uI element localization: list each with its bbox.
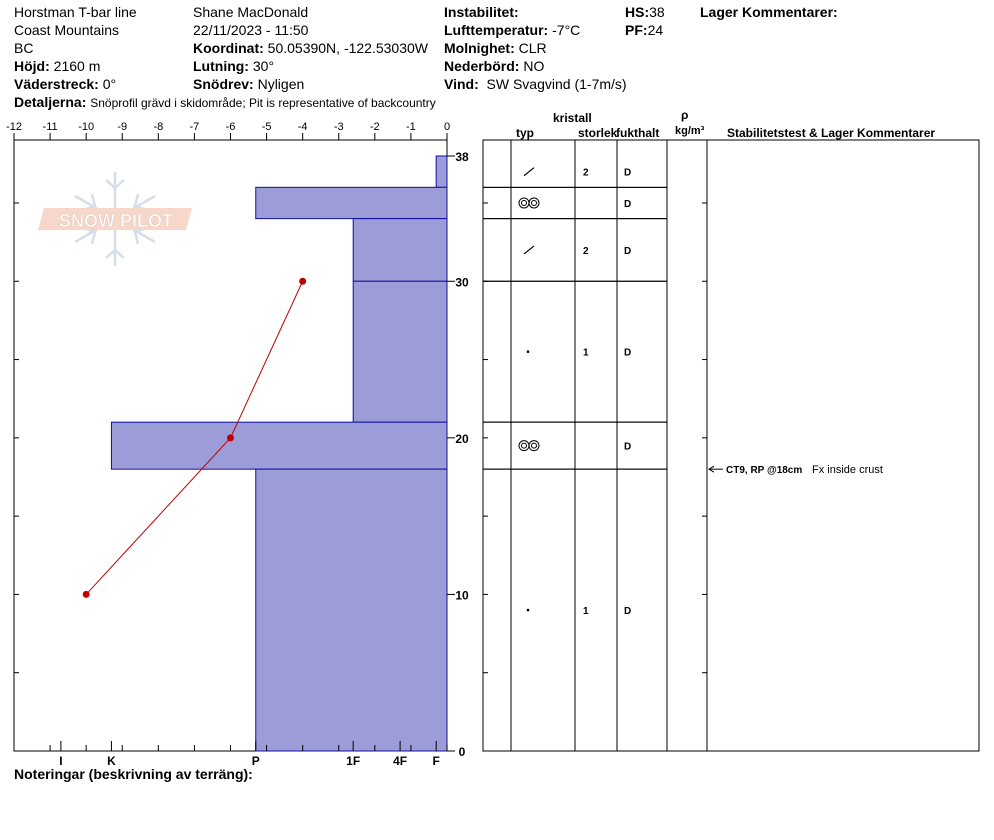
- precipitation: Nederbörd: NO: [444, 58, 545, 74]
- terrain-notes-label: Noteringar (beskrivning av terräng):: [14, 766, 253, 782]
- temperature-point: [83, 591, 90, 598]
- crystal-ring-icon: [532, 443, 537, 448]
- height-tick-label: 38: [455, 150, 469, 164]
- air-temperature: Lufttemperatur: -7°C: [444, 22, 581, 38]
- svg-text:SNOW PILOT: SNOW PILOT: [59, 211, 173, 231]
- coordinates: Koordinat: 50.05390N, -122.53030W: [193, 40, 428, 56]
- hardness-bar: [353, 219, 447, 282]
- moisture: D: [624, 245, 632, 257]
- col-rho: ρ: [681, 108, 689, 122]
- moisture: D: [624, 167, 632, 179]
- temp-tick-label: -2: [369, 121, 380, 133]
- temp-tick-label: -6: [225, 121, 236, 133]
- hardness-label: I: [59, 754, 63, 768]
- elevation: Höjd: 2160 m: [14, 58, 101, 74]
- temp-tick-label: -1: [406, 121, 416, 133]
- hardness-bar: [256, 469, 447, 751]
- col-stability: Stabilitetstest & Lager Kommentarer: [727, 126, 936, 140]
- crystal-dot-icon: [527, 350, 530, 353]
- crystal-ring-icon: [522, 200, 527, 205]
- col-crystal: kristall: [553, 111, 592, 125]
- temp-tick-label: -10: [78, 121, 95, 133]
- details: Detaljerna: Snöprofil grävd i skidområde; Pit is representative of backcountry: [14, 94, 436, 110]
- hardness-bar: [256, 187, 447, 218]
- crystal-dot-icon: [527, 609, 530, 612]
- crystal-ring-icon: [529, 441, 539, 451]
- col-density-unit: kg/m³: [675, 125, 705, 137]
- datetime: 22/11/2023 - 11:50: [193, 22, 309, 38]
- crystal-ring-icon: [519, 198, 529, 208]
- instability: Instabilitet:: [444, 4, 519, 20]
- temp-tick-label: -7: [189, 121, 200, 133]
- hardness-bar: [111, 422, 447, 469]
- aspect: Väderstreck: 0°: [14, 76, 117, 92]
- stability-comment: Fx inside crust: [812, 464, 883, 477]
- layer-comments-heading: Lager Kommentarer:: [700, 4, 838, 20]
- hardness-label: 4F: [393, 754, 408, 768]
- height-tick-label: 10: [455, 588, 469, 603]
- crystal-ring-icon: [532, 200, 537, 205]
- hardness-label: P: [251, 754, 260, 768]
- temp-tick-label: -4: [297, 121, 308, 133]
- total-snow-height: HS:38: [625, 4, 665, 20]
- temp-tick-label: -11: [42, 121, 58, 133]
- temp-tick-label: -9: [117, 121, 128, 133]
- col-size: storlek: [578, 126, 618, 140]
- height-tick-label: 20: [455, 431, 469, 446]
- crystal-size: 2: [583, 167, 589, 179]
- temp-tick-label: -3: [333, 121, 344, 133]
- foot-penetration: PF:24: [625, 22, 664, 38]
- layer-table-frame: [483, 140, 979, 751]
- temp-tick-label: 0: [443, 121, 451, 133]
- crystal-slash-icon: [524, 246, 534, 254]
- moisture: D: [624, 198, 632, 210]
- slope: Lutning: 30°: [193, 58, 275, 74]
- crystal-ring-icon: [522, 443, 527, 448]
- col-moisture: fukthalt: [616, 126, 660, 140]
- moisture: D: [624, 606, 632, 618]
- temp-tick-label: -12: [6, 121, 22, 133]
- stability-result: CT9, RP @18cm: [726, 465, 803, 477]
- temperature-point: [227, 434, 234, 441]
- wind-loading: Snödrev: Nyligen: [193, 76, 305, 92]
- observer: Shane MacDonald: [193, 4, 309, 20]
- crystal-size: 2: [583, 245, 589, 257]
- crystal-ring-icon: [529, 198, 539, 208]
- hardness-label: 1F: [346, 754, 361, 768]
- sky-cover: Molnighet: CLR: [444, 40, 547, 56]
- hardness-bar: [353, 281, 447, 422]
- wind: Vind: SW Svagvind (1-7m/s): [444, 76, 627, 92]
- snowpilot-watermark: [38, 172, 192, 266]
- temp-tick-label: -5: [261, 121, 272, 133]
- hardness-label: K: [107, 754, 116, 768]
- crystal-slash-icon: [524, 168, 534, 176]
- hardness-label: F: [432, 754, 440, 768]
- col-type: typ: [516, 126, 534, 140]
- crystal-size: 1: [583, 606, 589, 618]
- mountain-range: Coast Mountains: [14, 22, 120, 38]
- temp-tick-label: -8: [153, 121, 164, 133]
- height-tick-label: 0: [458, 745, 466, 759]
- crystal-size: 1: [583, 347, 589, 359]
- moisture: D: [624, 347, 632, 359]
- temperature-point: [299, 278, 306, 285]
- moisture: D: [624, 441, 632, 453]
- region: BC: [14, 40, 34, 56]
- crystal-ring-icon: [519, 441, 529, 451]
- hardness-bar: [436, 156, 447, 187]
- height-tick-label: 30: [455, 275, 469, 290]
- location: Horstman T-bar line: [14, 4, 137, 20]
